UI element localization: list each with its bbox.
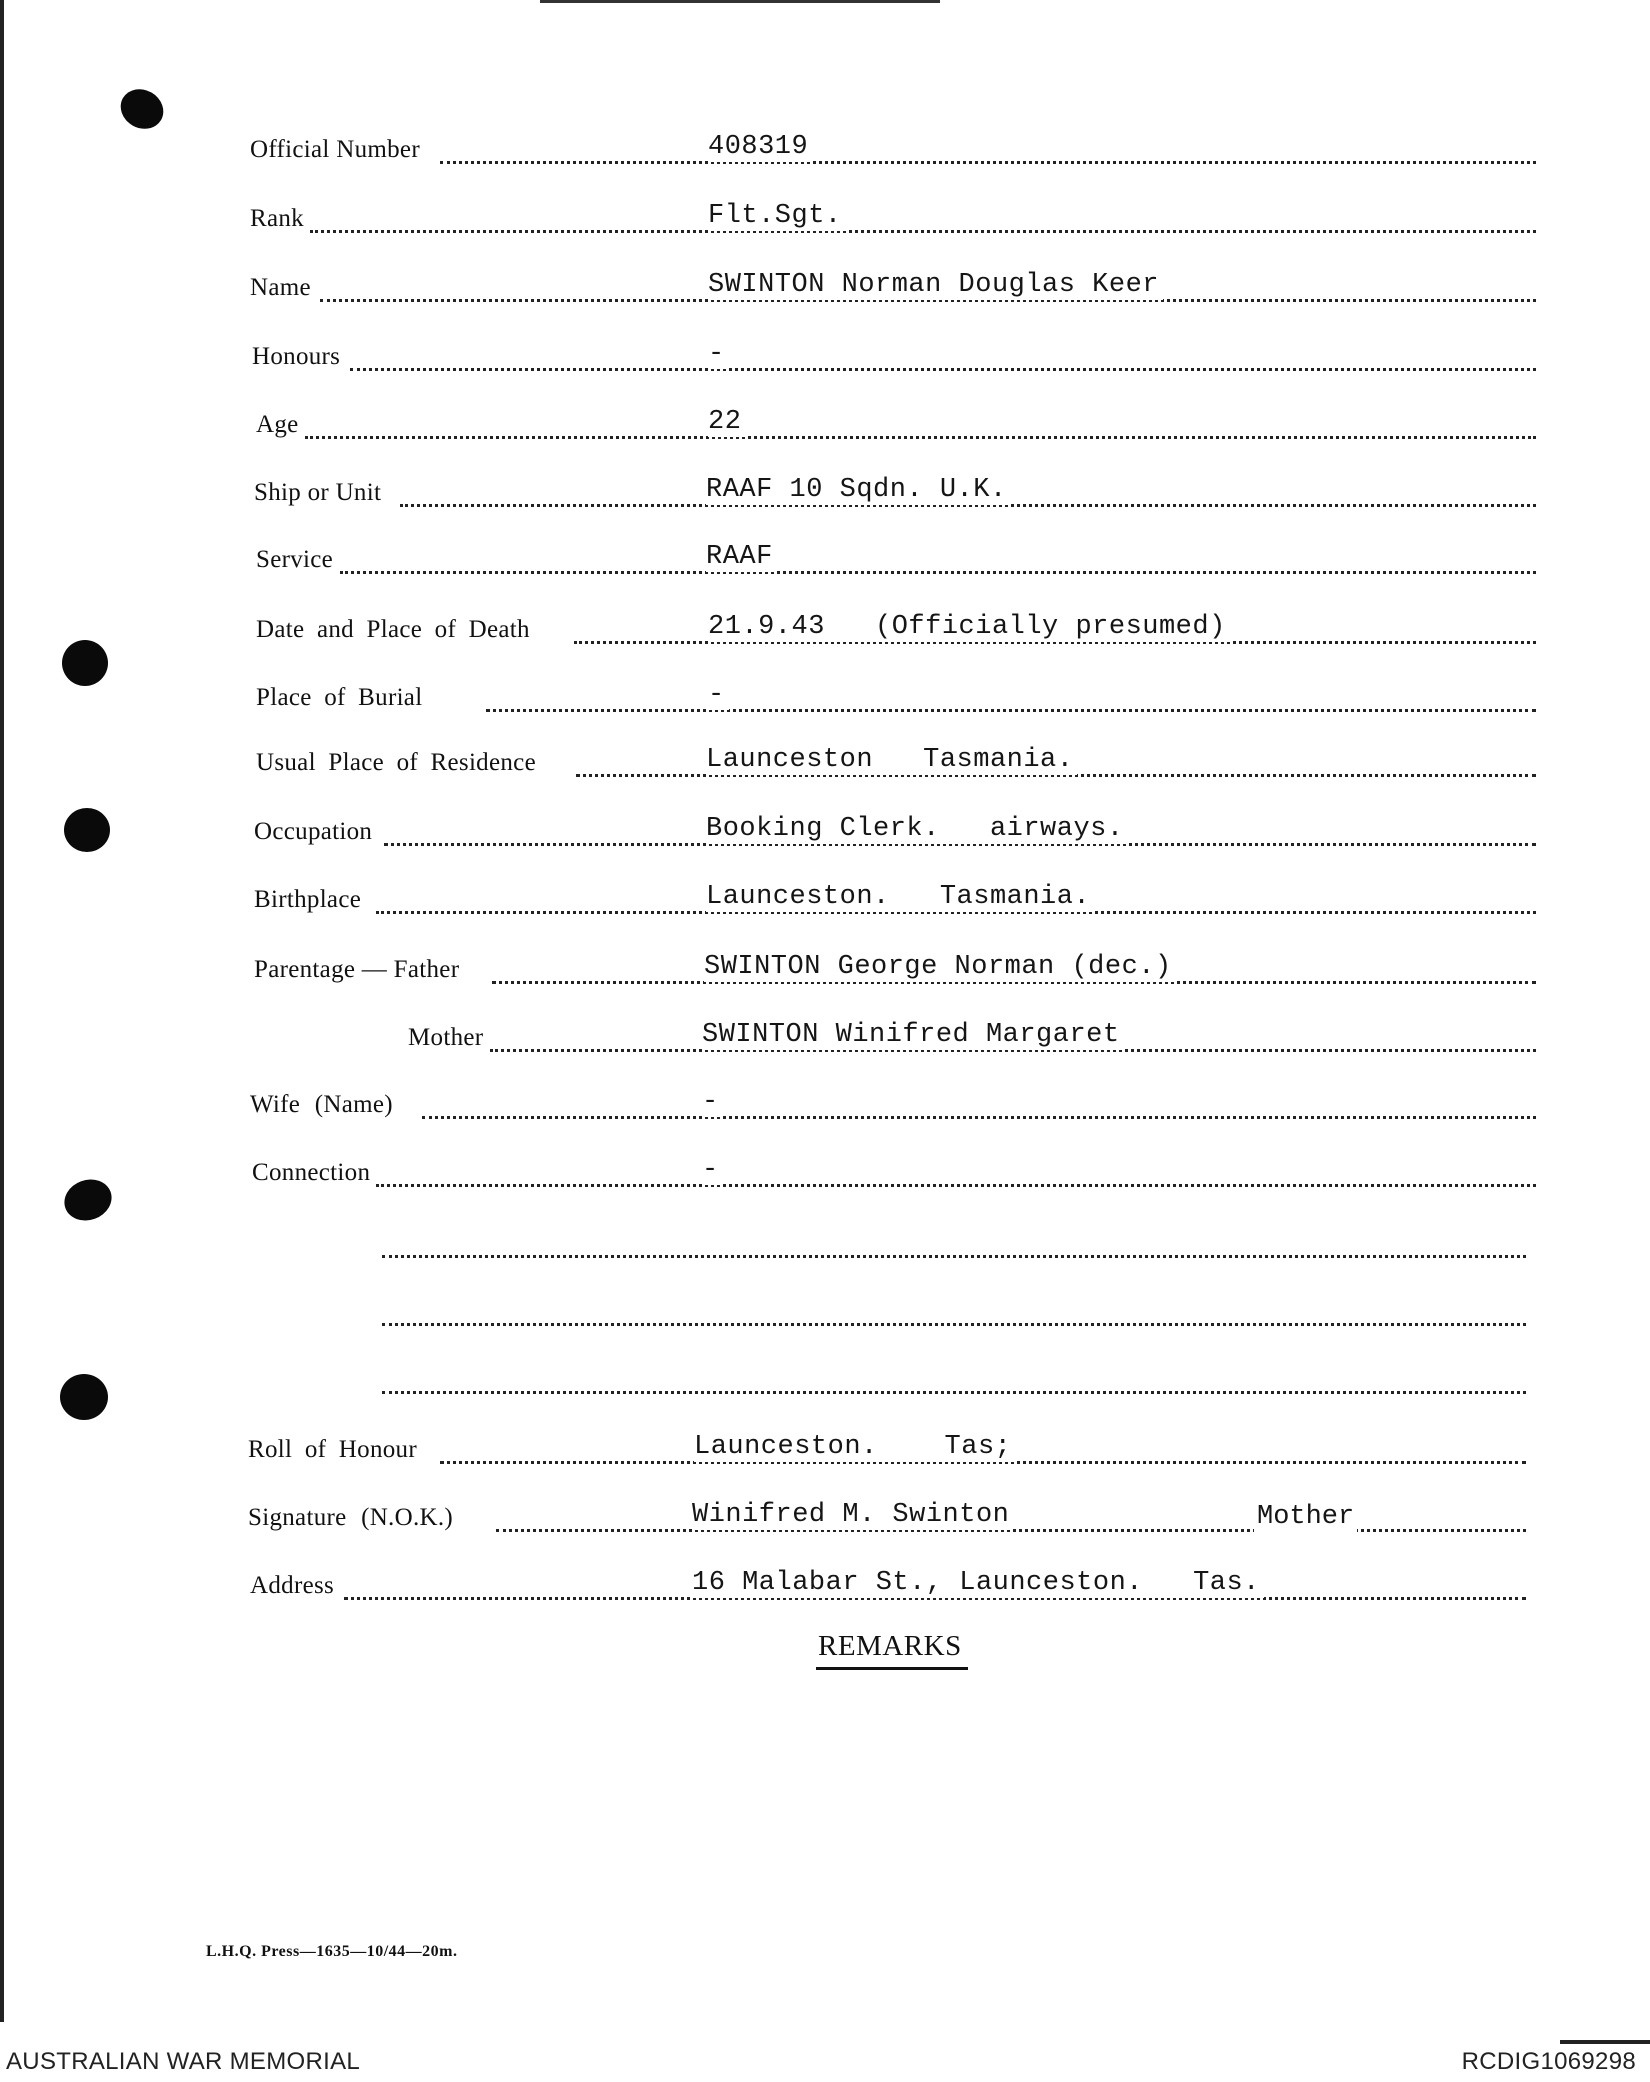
footer-record-id: RCDIG1069298 [1461, 2048, 1636, 2075]
field-row-ship-or-unit [0, 473, 1650, 513]
field-row-age [0, 405, 1650, 445]
field-label: Connection [252, 1159, 374, 1187]
dotted-leader [422, 1116, 1536, 1119]
field-value: Flt.Sgt. [708, 201, 846, 231]
remarks-heading: REMARKS [818, 1630, 962, 1662]
field-label: Ship or Unit [254, 479, 385, 507]
field-label: Occupation [254, 818, 376, 846]
dotted-leader [382, 1255, 1526, 1258]
blank-line [0, 1292, 1650, 1332]
dotted-leader [382, 1391, 1526, 1394]
field-value: RAAF [706, 542, 777, 572]
field-row-address [0, 1566, 1650, 1606]
field-value: 22 [708, 407, 745, 437]
field-value: SWINTON Winifred Margaret [702, 1020, 1124, 1050]
field-value: SWINTON Norman Douglas Keer [708, 270, 1163, 300]
dotted-leader [310, 230, 1536, 233]
blank-line [0, 1360, 1650, 1400]
dotted-leader [305, 436, 1536, 439]
field-value: 21.9.43 (Officially presumed) [708, 612, 1230, 642]
field-label: Parentage — Father [254, 956, 463, 984]
field-row-usual-place-of-residence [0, 743, 1650, 783]
field-label: Official Number [250, 136, 424, 164]
field-label: Mother [408, 1024, 487, 1052]
field-value: 408319 [708, 132, 812, 162]
field-value: - [702, 1087, 723, 1117]
field-row-parentage-father [0, 950, 1650, 990]
field-label: Rank [250, 205, 308, 233]
dotted-leader [382, 1323, 1526, 1326]
field-value: Launceston Tasmania. [706, 745, 1077, 775]
field-row-service [0, 540, 1650, 580]
field-row-occupation [0, 812, 1650, 852]
field-label: Place of Burial [256, 684, 426, 712]
punch-hole [113, 82, 170, 137]
field-row-roll-of-honour [0, 1430, 1650, 1470]
field-row-mother [0, 1018, 1650, 1058]
field-value: SWINTON George Norman (dec.) [704, 952, 1176, 982]
field-row-name [0, 268, 1650, 308]
field-label: Usual Place of Residence [256, 749, 540, 777]
field-value: Launceston. Tasmania. [706, 882, 1094, 912]
field-row-rank [0, 199, 1650, 239]
field-row-connection [0, 1153, 1650, 1193]
footer-archive-name: AUSTRALIAN WAR MEMORIAL [6, 2048, 361, 2075]
field-value: 16 Malabar St., Launceston. Tas. [692, 1568, 1264, 1598]
field-row-place-of-burial [0, 678, 1650, 718]
field-value: - [708, 680, 729, 710]
field-row-official-number [0, 130, 1650, 170]
field-value: Winifred M. Swinton [692, 1500, 1013, 1530]
field-label: Name [250, 274, 315, 302]
field-row-wife-name [0, 1085, 1650, 1125]
page-edge-right [1560, 2040, 1650, 2044]
dotted-leader [486, 709, 1536, 712]
dotted-leader [376, 1184, 1536, 1187]
field-value: - [702, 1155, 723, 1185]
field-label: Birthplace [254, 886, 365, 914]
remarks-underline [816, 1667, 968, 1670]
field-row-honours [0, 337, 1650, 377]
field-value: - [708, 339, 729, 369]
field-row-signature-nok [0, 1498, 1650, 1538]
field-value: RAAF 10 Sqdn. U.K. [706, 475, 1011, 505]
field-value: Booking Clerk. airways. [706, 814, 1128, 844]
field-label: Date and Place of Death [256, 616, 534, 644]
dotted-leader [440, 161, 1536, 164]
field-row-birthplace [0, 880, 1650, 920]
page-edge-top [540, 0, 940, 3]
field-row-date-and-place-of-death [0, 610, 1650, 650]
dotted-leader [340, 571, 1536, 574]
blank-line [0, 1224, 1650, 1264]
field-label: Service [256, 546, 337, 574]
dotted-leader [350, 368, 1536, 371]
field-value: Launceston. Tas; [694, 1432, 1015, 1462]
press-line: L.H.Q. Press—1635—10/44—20m. [206, 1943, 458, 1960]
field-value-relationship: Mother [1254, 1502, 1357, 1532]
field-label: Wife (Name) [250, 1091, 397, 1119]
field-label: Roll of Honour [248, 1436, 421, 1464]
field-label: Signature (N.O.K.) [248, 1504, 457, 1532]
field-label: Age [256, 411, 303, 439]
field-label: Address [250, 1572, 338, 1600]
field-label: Honours [252, 343, 344, 371]
